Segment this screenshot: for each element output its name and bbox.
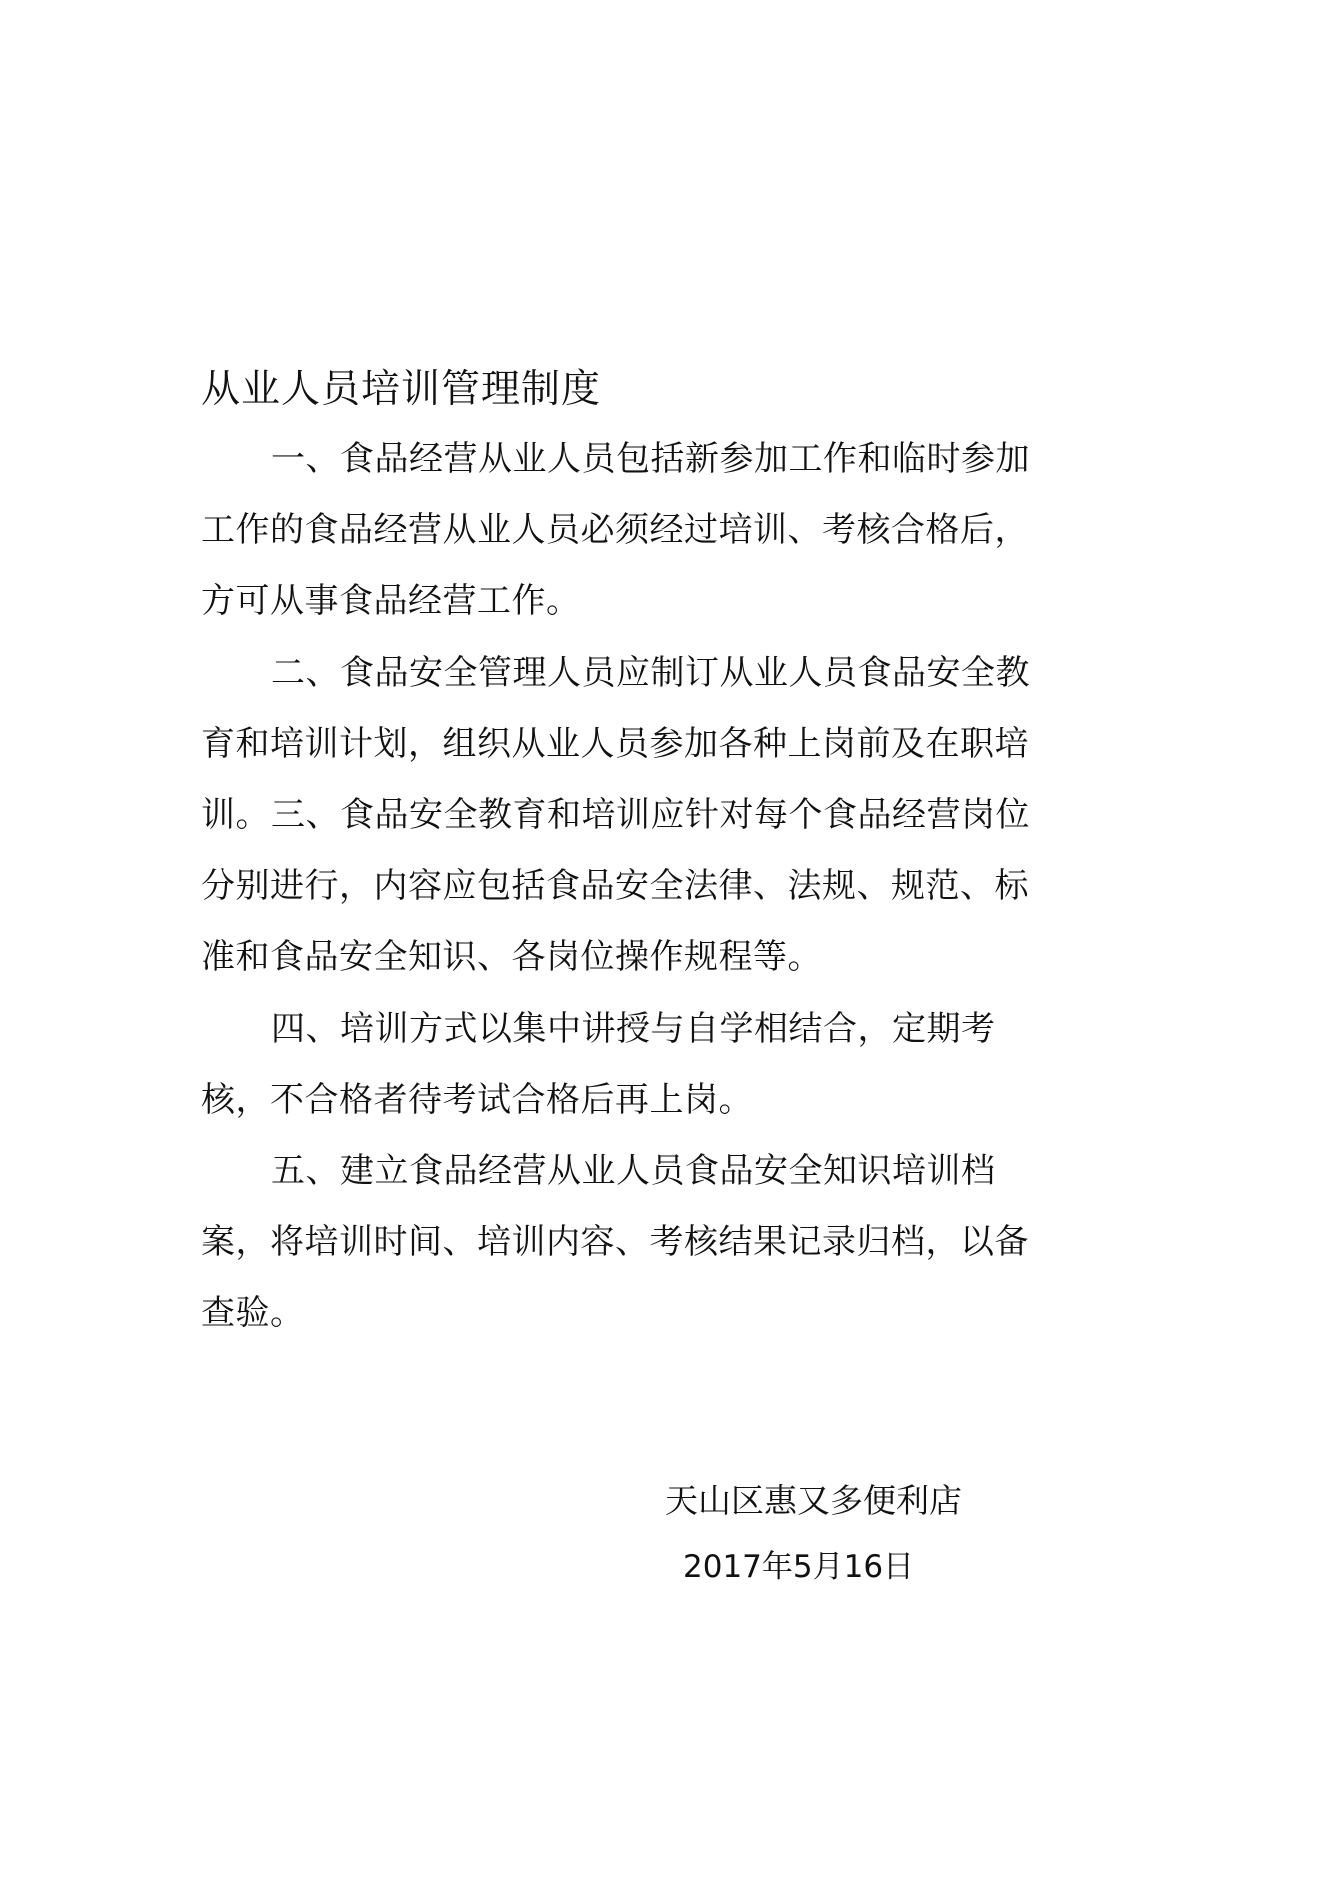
paragraph-4: 四、培训方式以集中讲授与自学相结合，定期考核，不合格者待考试合格后再上岗。 — [201, 1009, 996, 1120]
paragraph-2: 二、食品安全管理人员应制订从业人员食品安全教育和培训计划，组织从业人员参加各种上岗前及在职培训。 — [201, 653, 1030, 835]
document-title: 从业人员培训管理制度 — [201, 367, 602, 412]
paragraph-5: 五、建立食品经营从业人员食品安全知识培训档案，将培训时间、培训内容、考核结果记录归档，以备查验。 — [201, 1151, 1029, 1333]
signature-date: 2017年5月16日 — [683, 1549, 915, 1585]
signature-organization: 天山区惠又多便利店 — [665, 1481, 962, 1520]
paragraph-3: 三、食品安全教育和培训应针对每个食品经营岗位分别进行，内容应包括食品安全法律、法规、规范、标准和食品安全知识、各岗位操作规程等。 — [201, 795, 1030, 977]
paragraph-1: 一、食品经营从业人员包括新参加工作和临时参加工作的食品经营从业人员必须经过培训、考核合格后，方可从事食品经营工作。 — [201, 439, 1030, 621]
